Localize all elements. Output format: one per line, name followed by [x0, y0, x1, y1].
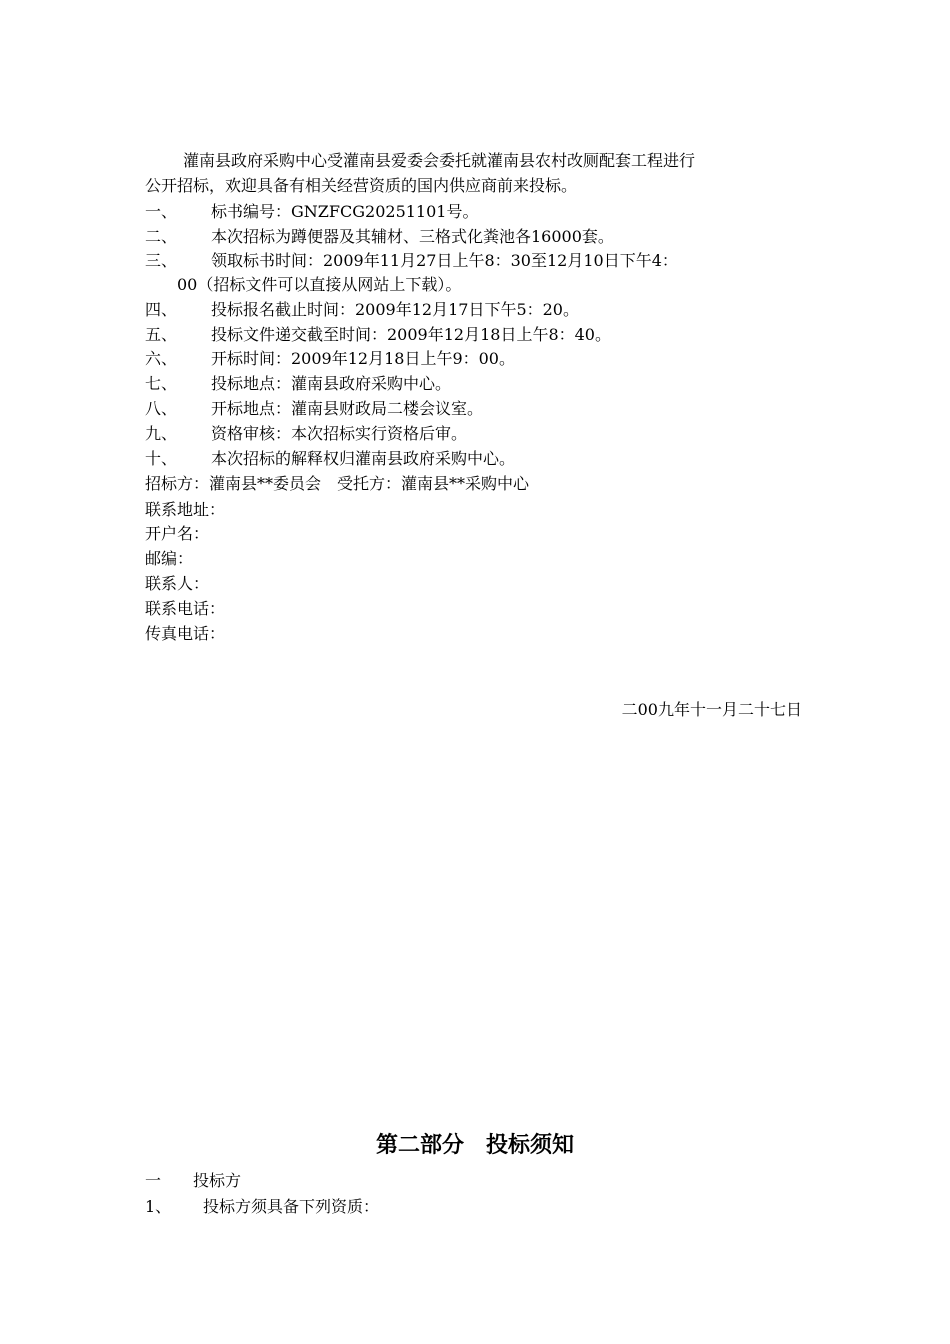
- item-number: 五、: [145, 325, 178, 344]
- item-number: 六、: [145, 349, 178, 368]
- item-number: 三、: [145, 251, 178, 270]
- item-text: 标书编号：GNZFCG20251101号。: [211, 202, 479, 221]
- item-text: 开标时间：2009年12月18日上午9：00。: [211, 349, 515, 368]
- item-number: 二、: [145, 227, 178, 246]
- intro-line-1: 灌南县政府采购中心受灌南县爱委会委托就灌南县农村改厕配套工程进行: [183, 151, 696, 170]
- contact-postcode: 邮编：: [145, 549, 194, 568]
- item-text: 投标报名截止时间：2009年12月17日下午5：20。: [211, 300, 579, 319]
- contact-person: 联系人：: [145, 574, 210, 593]
- contact-phone: 联系电话：: [145, 599, 226, 618]
- section-number: 一: [145, 1171, 162, 1190]
- item-number: 八、: [145, 399, 178, 418]
- list-item-4: [145, 298, 579, 322]
- item-text: 本次招标的解释权归灌南县政府采购中心。: [211, 449, 516, 468]
- list-item-7: [145, 372, 451, 396]
- list-item-3-continued: 00（招标文件可以直接从网站上下载）。: [177, 275, 462, 294]
- item-text: 投标地点：灌南县政府采购中心。: [211, 374, 452, 393]
- item-number: 一、: [145, 202, 178, 221]
- list-item-9: [145, 422, 467, 446]
- section-title: 投标方: [193, 1171, 242, 1190]
- item-number: 十、: [145, 449, 178, 468]
- contact-address: 联系地址：: [145, 500, 226, 519]
- list-item-3: [145, 249, 678, 273]
- item-number: 四、: [145, 300, 178, 319]
- section-heading: 第二部分 投标须知: [375, 1133, 574, 1158]
- item-number: 七、: [145, 374, 178, 393]
- item-number: 九、: [145, 424, 178, 443]
- item-text: 领取标书时间：2009年11月27日上午8：30至12月10日下午4：: [211, 251, 678, 270]
- item-text: 资格审核：本次招标实行资格后审。: [211, 424, 468, 443]
- list-item-5: [145, 323, 611, 347]
- subsection-number: 1、: [145, 1197, 172, 1216]
- item-text: 投标文件递交截至时间：2009年12月18日上午8：40。: [211, 325, 611, 344]
- contact-account-name: 开户名：: [145, 524, 210, 543]
- subsection-item: [145, 1195, 379, 1219]
- list-item-8: [145, 397, 483, 421]
- contact-fax: 传真电话：: [145, 624, 226, 643]
- section-item: [145, 1169, 241, 1193]
- list-item-1: [145, 200, 478, 224]
- intro-line-2: 公开招标，欢迎具备有相关经营资质的国内供应商前来投标。: [145, 176, 578, 195]
- list-item-2: [145, 225, 614, 249]
- item-text: 本次招标为蹲便器及其辅材、三格式化粪池各16000套。: [211, 227, 614, 246]
- list-item-6: [145, 347, 515, 371]
- document-date: 二00九年十一月二十七日: [621, 700, 802, 719]
- item-text: 开标地点：灌南县财政局二楼会议室。: [211, 399, 484, 418]
- list-item-10: [145, 447, 515, 471]
- parties-line: 招标方：灌南县**委员会 受托方：灌南县**采购中心: [145, 474, 530, 493]
- subsection-text: 投标方须具备下列资质：: [203, 1197, 380, 1216]
